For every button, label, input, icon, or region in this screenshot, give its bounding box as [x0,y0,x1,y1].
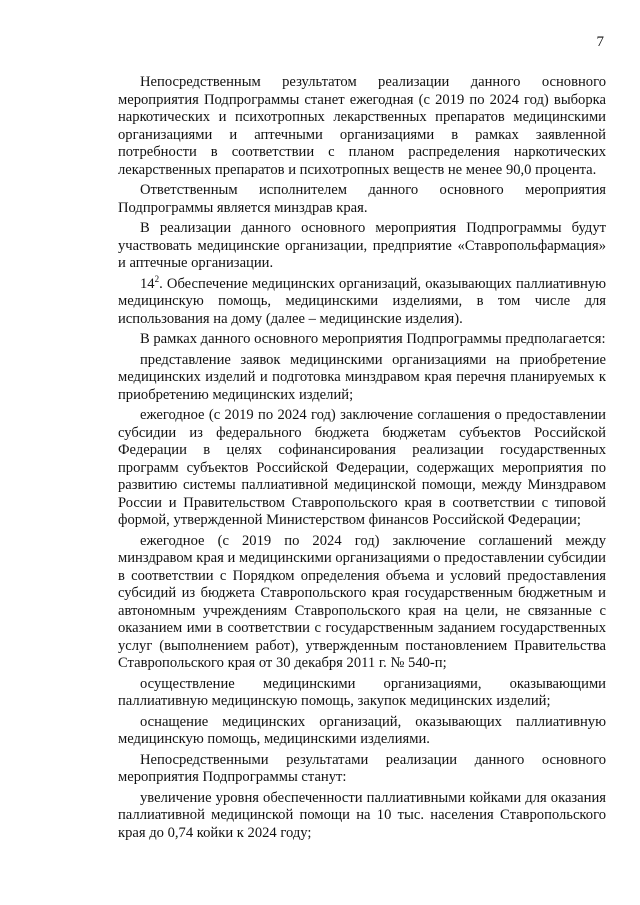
paragraph: В рамках данного основного мероприятия Подпрограммы предполагается: [140,331,606,347]
paragraph: оснащение медицинских организаций, оказывающих паллиативную медицинскую помощь, медицинскими изделиями. [118,713,606,747]
page-number: 7 [596,34,604,50]
item-superscript: 2 [154,273,160,284]
paragraph: ежегодное (с 2019 по 2024 год) заключение соглашений между минздравом края и медицинскими организациями о предоставлении субсидии в соответствии с Порядком определения объема и условий предоставления субсидий из бюджета Ставропольского края государственным бюджетным и автономным учреждениям Ставропольского края на цели, не связанные с оказанием ими в соответствии с государственным заданием государственных услуг (выполнением работ), утвержденным постановлением Правительства Ставропольского края от 30 декабря 2011 г. № 540-п; [118,532,606,671]
paragraph: представление заявок медицинскими организациями на приобретение медицинских изделий и подготовка минздравом края перечня планируемых к приобретению медицинских изделий; [118,351,606,403]
paragraph: увеличение уровня обеспеченности паллиативными койками для оказания паллиативной медицинской помощи на 10 тыс. населения Ставропольского края до 0,74 койки к 2024 году; [118,789,606,841]
section-item-paragraph [118,273,606,329]
item-number: 14 [140,275,155,292]
paragraph: Непосредственным результатом реализации данного основного мероприятия Подпрограммы станет ежегодная (с 2019 по 2024 год) выборка наркотических и психотропных лекарственных препаратов медицинскими организациями и аптечными организациями в рамках заявленной потребности в соответствии с планом распределения наркотических лекарственных препаратов и психотропных веществ не менее 90,0 процента. [118,74,606,178]
paragraph: Непосредственными результатами реализации данного основного мероприятия Подпрограммы станут: [118,751,606,785]
document-body [118,74,606,845]
paragraph: осуществление медицинскими организациями, оказывающими паллиативную медицинскую помощь, закупок медицинских изделий; [118,675,606,709]
paragraph: Ответственным исполнителем данного основного мероприятия Подпрограммы является минздрав края. [118,182,606,216]
item-text: . Обеспечение медицинских организаций, оказывающих паллиативную медицинскую помощь, медицинскими изделиями, в том числе для использования на дому (далее – медицинские изделия). [118,275,606,327]
paragraph: В реализации данного основного мероприятия Подпрограммы будут участвовать медицинские организации, предприятие «Ставропольфармация» и аптечные организации. [118,220,606,271]
paragraph: ежегодное (с 2019 по 2024 год) заключение соглашения о предоставлении субсидии из федерального бюджета бюджетам субъектов Российской Федерации в целях софинансирования реализации государственных программ субъектов Российской Федерации, содержащих мероприятия по развитию системы паллиативной медицинской помощи, между Минздравом России и Правительством Ставропольского края в соответствии с типовой формой, утвержденной Министерством финансов Российской Федерации; [118,407,606,528]
